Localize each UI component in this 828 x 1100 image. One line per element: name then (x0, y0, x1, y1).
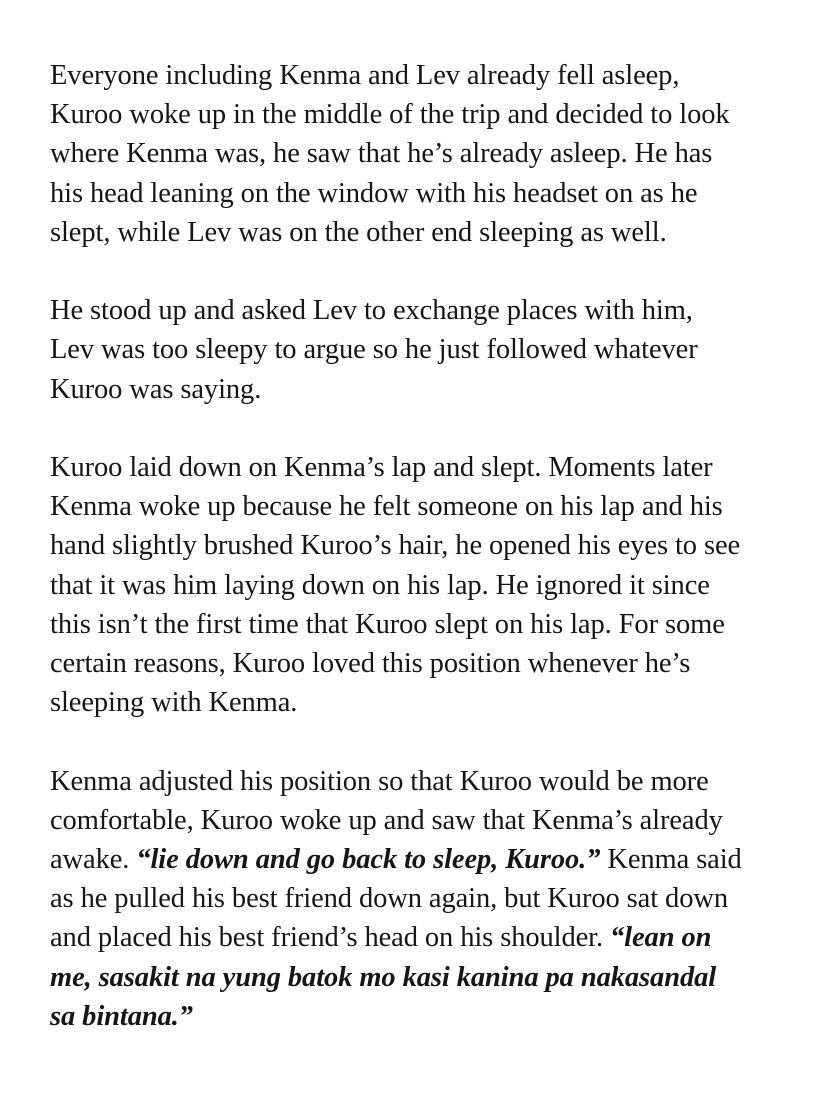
text-line (50, 56, 790, 95)
text-line (50, 330, 790, 369)
narration-text: as he pulled his best friend down again, but Kuroo sat down (50, 883, 728, 915)
document-body (50, 56, 790, 1036)
dialogue-text: “lean on (610, 922, 712, 954)
text-line (50, 762, 790, 801)
dialogue-text: “lie down and go back to sleep, Kuroo.” (136, 844, 601, 876)
text-line (50, 840, 790, 879)
text-line (50, 213, 790, 252)
narration-text: this isn’t the first time that Kuroo slept on his lap. For some (50, 608, 725, 640)
narration-text: Kuroo laid down on Kenma’s lap and slept. Moments later (50, 452, 713, 483)
narration-text: Kuroo woke up in the middle of the trip and decided to look (50, 99, 730, 131)
paragraph (50, 762, 790, 1036)
narration-text: and placed his best friend’s head on his shoulder. (50, 922, 611, 954)
narration-text: Everyone including Kenma and Lev already fell asleep, (50, 60, 680, 91)
paragraph (50, 291, 790, 409)
text-line (50, 879, 790, 918)
text-line (50, 291, 790, 330)
narration-text: Kenma woke up because he felt someone on his lap and his (50, 491, 723, 523)
text-line (50, 134, 790, 173)
text-line (50, 918, 790, 957)
text-line (50, 683, 790, 722)
text-line (50, 997, 790, 1036)
text-line (50, 174, 790, 213)
narration-text: Lev was too sleepy to argue so he just followed whatever (50, 334, 698, 366)
narration-text: that it was him laying down on his lap. He ignored it since (50, 569, 710, 601)
text-line (50, 605, 790, 644)
dialogue-text: me, sasakit na yung batok mo kasi kanina pa nakasandal (50, 961, 717, 993)
narration-text: slept, while Lev was on the other end sleeping as well. (50, 216, 667, 248)
text-line (50, 644, 790, 683)
text-line (50, 801, 790, 840)
text-line (50, 566, 790, 605)
paragraph (50, 448, 790, 722)
text-line (50, 95, 790, 134)
text-line (50, 370, 790, 409)
narration-text: where Kenma was, he saw that he’s already asleep. He has (50, 138, 713, 170)
narration-text: sleeping with Kenma. (50, 687, 298, 719)
narration-text: Kenma adjusted his position so that Kuroo would be more (50, 765, 709, 797)
narration-text: comfortable, Kuroo woke up and saw that Kenma’s already (50, 804, 723, 836)
narration-text: He stood up and asked Lev to exchange places with him, (50, 295, 693, 327)
text-line (50, 526, 790, 565)
text-line (50, 448, 790, 487)
narration-text: hand slightly brushed Kuroo’s hair, he opened his eyes to see (50, 530, 741, 562)
dialogue-text: sa bintana.” (50, 1000, 193, 1032)
paragraph (50, 56, 790, 252)
narration-text: Kuroo was saying. (50, 373, 262, 405)
text-line (50, 958, 790, 997)
narration-text: Kenma said (600, 844, 742, 876)
narration-text: certain reasons, Kuroo loved this position whenever he’s (50, 648, 691, 680)
narration-text: awake. (50, 844, 137, 876)
narration-text: his head leaning on the window with his headset on as he (50, 177, 698, 209)
text-line (50, 487, 790, 526)
